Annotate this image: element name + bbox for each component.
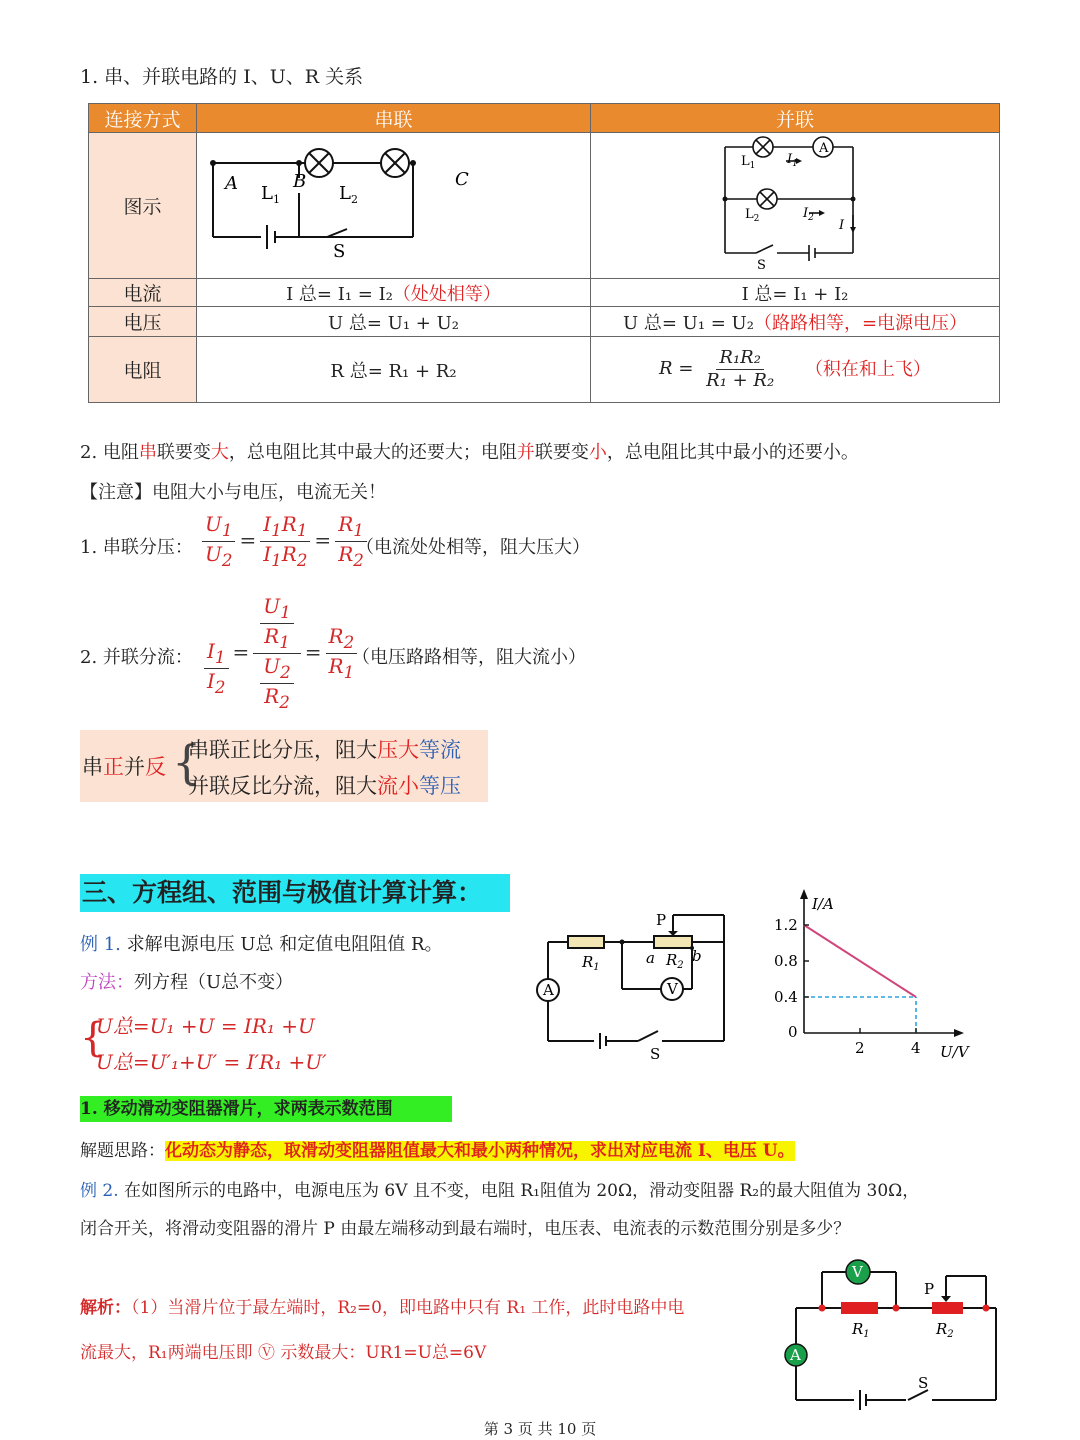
header-connection: 连接方式 bbox=[89, 104, 197, 133]
c1-a: a bbox=[646, 949, 655, 967]
parallel-voltage-note: （路路相等，=电源电压） bbox=[753, 312, 968, 334]
chart-series-line-0 bbox=[804, 925, 916, 997]
analysis-line2: 流最大，R₁两端电压即 Ⓥ 示数最大：UR1=U总=6V bbox=[80, 1343, 487, 1363]
c2-P: P bbox=[924, 1280, 935, 1298]
topic-bar: 1. 移动滑动变阻器滑片，求两表示数范围 bbox=[80, 1096, 452, 1122]
row-label-voltage: 电压 bbox=[89, 307, 197, 337]
relation-table bbox=[88, 103, 1000, 403]
label-B: B bbox=[293, 171, 307, 192]
parallel-divider-note: （电压路路相等，阻大流小） bbox=[352, 647, 586, 668]
mnemonic-brace: { bbox=[172, 735, 202, 789]
section1-title: 1. 串、并联电路的 I、U、R 关系 bbox=[80, 66, 364, 88]
c2-V: V bbox=[852, 1263, 863, 1281]
example2-line1: 例 2. 在如图所示的电路中，电源电压为 6V 且不变，电阻 R₁阻值为 20Ω，滑动变阻器 R₂的最大阻值为 30Ω， bbox=[80, 1181, 920, 1201]
attention-note: 【注意】电阻大小与电压，电流无关！ bbox=[80, 482, 386, 503]
example1: 例 1. 求解电源电压 U总 和定值电阻阻值 R。 bbox=[80, 934, 443, 955]
series-voltage: U 总= U₁ + U₂ bbox=[197, 307, 591, 337]
x-tick-label-0: 0 bbox=[788, 1023, 798, 1041]
label-L1: $L_1$ bbox=[261, 183, 280, 206]
c1-S: S bbox=[650, 1045, 661, 1063]
parallel-resistance: R = $\frac{\text{R₁R₂}}{\text{R₁ + R₂}}$ （积在和上飞） bbox=[591, 337, 1000, 403]
label-S: S bbox=[333, 241, 346, 262]
parallel-divider-formula: $\frac{I_1}{I_2}$ = $\frac{\frac{U_1}{R_1}}{\frac{U_2}{R_2}}$ = $\frac{R_2}{R_1}$ bbox=[200, 594, 361, 713]
mnemonic-left: 串正并反 bbox=[82, 755, 166, 779]
label-I: I bbox=[839, 218, 845, 233]
c1-b: b bbox=[692, 947, 702, 965]
header-series: 串联 bbox=[197, 104, 591, 133]
c1-V: V bbox=[667, 980, 678, 998]
iu-chart bbox=[770, 885, 980, 1065]
series-current: I 总= I₁ = I₂（处处相等） bbox=[197, 279, 591, 307]
resistance-rule-line: 2. 电阻串联要变大，总电阻比其中最大的还要大；电阻并联要变小，总电阻比其中最小的还要小。 bbox=[80, 442, 859, 463]
c1-P: P bbox=[656, 911, 667, 929]
approach-highlight: 化动态为静态，取滑动变阻器阻值最大和最小两种情况，求出对应电流 I、电压 U。 bbox=[165, 1141, 795, 1161]
label-L2p: $L_2$ bbox=[745, 207, 760, 224]
mnemonic-rule2: 并联反比分流，阻大流小等压 bbox=[188, 774, 461, 798]
equation-brace: { bbox=[80, 1015, 106, 1061]
example2-line2: 闭合开关，将滑动变阻器的滑片 P 由最左端移动到最右端时，电压表、电流表的示数范围分别是多少？ bbox=[80, 1219, 851, 1239]
y-tick-label-1: 0.8 bbox=[774, 952, 798, 970]
series-divider-label: 1. 串联分压： bbox=[80, 537, 193, 558]
parallel-divider-label: 2. 并联分流： bbox=[80, 647, 193, 668]
row-label-diagram: 图示 bbox=[89, 133, 197, 279]
label-Sp: S bbox=[757, 258, 766, 273]
c1-R1: $R_1$ bbox=[582, 953, 600, 973]
x-tick-label-1: 2 bbox=[855, 1039, 865, 1057]
y-tick-label-0: 0.4 bbox=[774, 988, 798, 1006]
analysis-line1: 解析：（1）当滑片位于最左端时，R₂=0，即电路中只有 R₁ 工作，此时电路中电 bbox=[80, 1298, 685, 1318]
series-divider-formula: $\frac{U_1}{U_2}$ = $\frac{I_1R_1}{I_1R_2}$ = $\frac{R_1}{R_2}$ bbox=[198, 512, 371, 571]
x-tick-label-2: 4 bbox=[911, 1039, 921, 1057]
section3-heading: 三、方程组、范围与极值计算计算： bbox=[80, 874, 510, 912]
row-label-resistance: 电阻 bbox=[89, 337, 197, 403]
y-axis-label: I/A bbox=[812, 895, 834, 913]
label-L1p: $L_1$ bbox=[741, 154, 756, 171]
y-tick-label-2: 1.2 bbox=[774, 916, 798, 934]
parallel-diagram-cell bbox=[591, 133, 1000, 279]
label-ammeter: A bbox=[819, 141, 829, 156]
c2-S: S bbox=[918, 1374, 929, 1392]
parallel-circuit-diagram bbox=[591, 133, 999, 273]
c2-R1: $R_1$ bbox=[852, 1320, 870, 1340]
x-axis-label: U/V bbox=[940, 1043, 969, 1061]
mnemonic-box bbox=[80, 730, 488, 802]
parallel-current: I 总= I₁ + I₂ bbox=[591, 279, 1000, 307]
label-L2: $L_2$ bbox=[339, 183, 358, 206]
series-diagram-cell bbox=[197, 133, 591, 279]
series-circuit-diagram bbox=[197, 133, 590, 273]
equation-2: U总=U′₁+U′ = I′R₁ +U′ bbox=[96, 1050, 327, 1074]
c2-A: A bbox=[790, 1346, 801, 1364]
page-footer: 第 3 页 共 10 页 bbox=[483, 1420, 597, 1438]
example2-circuit bbox=[776, 1258, 1006, 1418]
label-A: A bbox=[225, 173, 238, 194]
label-I2: $I_2$ bbox=[803, 206, 814, 223]
row-label-current: 电流 bbox=[89, 279, 197, 307]
parallel-resistance-note: （积在和上飞） bbox=[804, 358, 931, 380]
mnemonic-rule1: 串联正比分压，阻大压大等流 bbox=[188, 738, 461, 762]
method-line: 方法：列方程（U总不变） bbox=[80, 972, 294, 993]
label-C: C bbox=[455, 169, 469, 190]
series-divider-note: （电流处处相等，阻大压大） bbox=[356, 537, 590, 558]
parallel-resistance-fraction: $\frac{\text{R₁R₂}}{\text{R₁ + R₂}}$ bbox=[706, 347, 775, 391]
c2-R2: $R_2$ bbox=[936, 1320, 954, 1340]
c1-R2: $R_2$ bbox=[666, 951, 684, 971]
example1-circuit bbox=[530, 905, 740, 1065]
header-parallel: 并联 bbox=[591, 104, 1000, 133]
label-I1: $I_1$ bbox=[787, 152, 798, 169]
parallel-voltage: U 总= U₁ = U₂（路路相等，=电源电压） bbox=[591, 307, 1000, 337]
equation-1: U总=U₁ +U = IR₁ +U bbox=[96, 1014, 315, 1038]
series-current-note: （处处相等） bbox=[392, 283, 501, 305]
approach-line: 解题思路：化动态为静态，取滑动变阻器阻值最大和最小两种情况，求出对应电流 I、电压 U。 bbox=[80, 1141, 795, 1161]
c1-A: A bbox=[543, 981, 554, 999]
series-resistance: R 总= R₁ + R₂ bbox=[197, 337, 591, 403]
